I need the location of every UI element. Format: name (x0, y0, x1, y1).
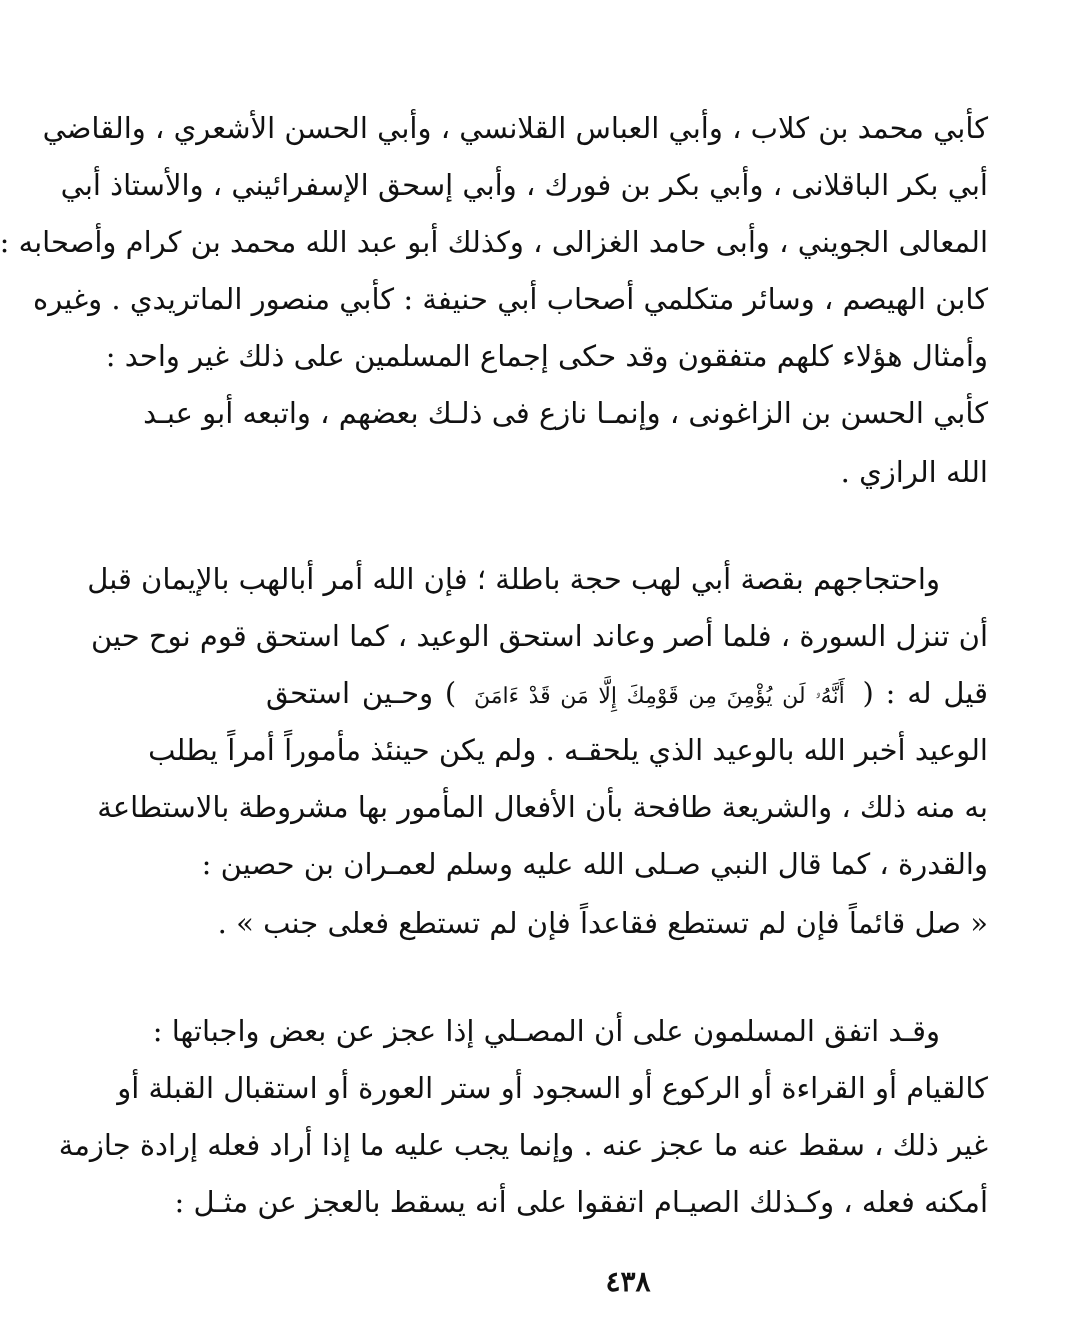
verse-line (266, 664, 988, 722)
quran-verse: أَنَّهُۥ لَن يُؤْمِنَ مِن قَوْمِكَ إِلَّا مَن قَدْ ءَامَنَ (474, 684, 845, 709)
text-line: وقـد اتفق المسلمون على أن المصـلي إذا عجز عن بعض واجباتها : (152, 1014, 940, 1048)
text-line: كابن الهيصم ، وسائر متكلمي أصحاب أبي حنيفة : كأبي منصور الماتريدي . وغيره (33, 282, 988, 316)
text-line: « صل قائماً فإن لم تستطع فقاعداً فإن لم تستطع فعلى جنب » . (217, 906, 988, 940)
text-line: كأبي الحسن بن الزاغونى ، وإنمـا نازع فى ذلـك بعضهم ، واتبعه أبو عبـد (143, 396, 988, 430)
text-line: الله الرازي . (840, 455, 988, 489)
text-line: المعالى الجويني ، وأبى حامد الغزالى ، وكذلك أبو عبد الله محمد بن كرام وأصحابه : (0, 225, 988, 259)
verse-outro: ) وحـين استحق (266, 676, 457, 710)
text-line: به منه ذلك ، والشريعة طافحة بأن الأفعال المأمور بها مشروطة بالاستطاعة (97, 790, 988, 824)
text-line: أبي بكر الباقلانى ، وأبي بكر بن فورك ، وأبي إسحق الإسفرائيني ، والأستاذ أبي (60, 168, 988, 202)
text-line: أمكنه فعله ، وكـذلك الصيـام اتفقوا على أنه يسقط بالعجز عن مثـل : (174, 1185, 988, 1219)
text-line: والقدرة ، كما قال النبي صـلى الله عليه وسلم لعمـران بن حصين : (201, 847, 988, 881)
text-line: واحتجاجهم بقصة أبي لهب حجة باطلة ؛ فإن الله أمر أبالهب بالإيمان قبل (87, 562, 940, 596)
text-line: أن تنزل السورة ، فلما أصر وعاند استحق الوعيد ، كما استحق قوم نوح حين (90, 619, 988, 653)
text-line: الوعيد أخبر الله بالوعيد الذي يلحقـه . ولم يكن حينئذ مأموراً أمراً يطلب (148, 733, 988, 767)
verse-intro: قيل له : ( (862, 676, 988, 710)
text-line: كالقيام أو القراءة أو الركوع أو السجود أو ستر العورة أو استقبال القبلة أو (117, 1071, 988, 1105)
text-line: وأمثال هؤلاء كلهم متفقون وقد حكى إجماع المسلمين على ذلك غير واحد : (105, 339, 988, 373)
page-number: ٤٣٨ (605, 1265, 651, 1298)
text-line: غير ذلك ، سقط عنه ما عجز عنه . وإنما يجب عليه ما إذا أراد فعله إرادة جازمة (58, 1128, 988, 1162)
text-line: كأبي محمد بن كلاب ، وأبي العباس القلانسي ، وأبي الحسن الأشعري ، والقاضي (42, 111, 988, 145)
